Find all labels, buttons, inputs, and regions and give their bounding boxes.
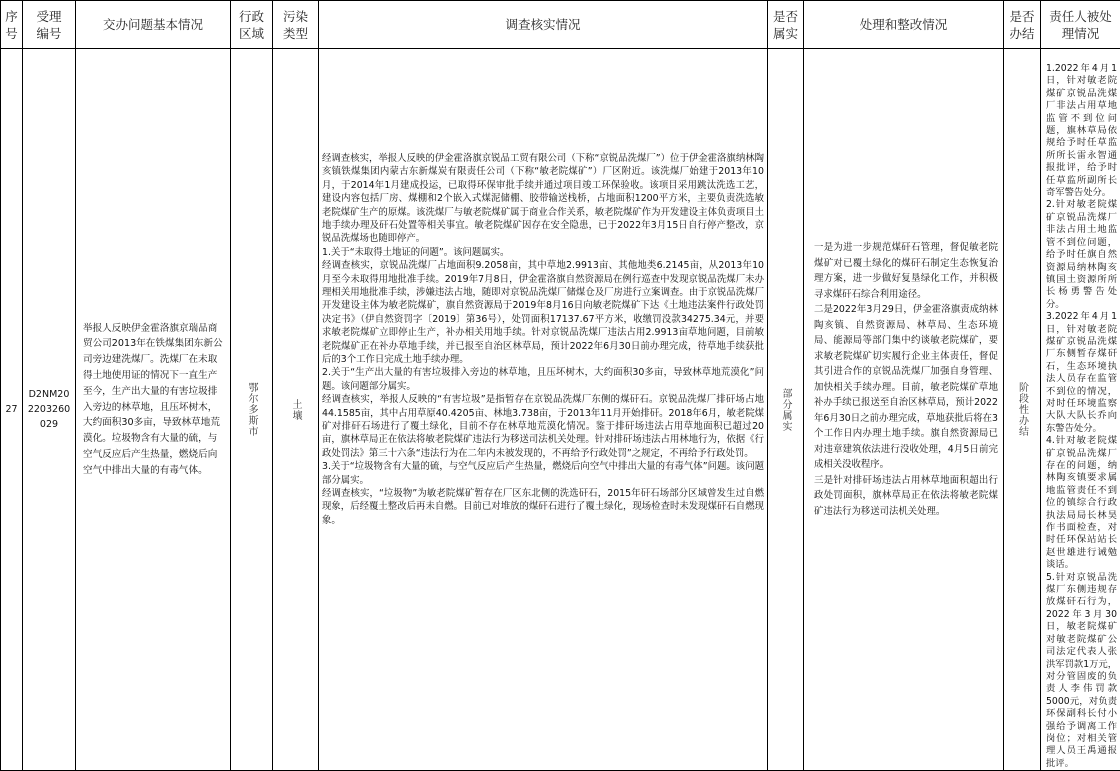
cell-pollution-type — [273, 49, 319, 771]
investigation-paragraph: 经调查核实，京锐品洗煤厂占地面积9.2058亩，其中草地2.9913亩、其他地类6.2145亩，从2013年10月至今未取得用地批准手续。2019年7月8日，伊金霍洛旗自然资源局在例行巡查中发现京锐品洗煤厂未办理相关用地批准手续，涉嫌违法占地，随即对京锐品洗煤厂储煤仓及厂房进行立案调查。由于京锐品洗煤厂开发建设主体为敏老院煤矿，旗自然资源局于2019年8月16日向敏老院煤矿下达《土地违法案件行政处罚决定书》（伊自然资罚字〔2019〕第36号），处罚面积17137.67平方米，收缴罚没款34275.34元，并要求敏老院煤矿立即停止生产，补办相关用地手续。针对京锐品洗煤厂违法占用2.9913亩草地问题，目前敏老院煤矿正在补办草地手续，并已报至自治区林草局，预计2022年6月30日前办理完成，待草地手续获批后的3个工作日完成土地手续办理。 — [322, 259, 764, 366]
table-row — [1, 49, 1120, 771]
responsible-paragraph: 1.2022年4月1日，针对敏老院煤矿京锐品洗煤厂非法占用草地监管不到位问题，旗林草局依规给予时任草监所所长雷永智通报批评，给予时任草监所副所长奇军警告处分。 — [1046, 63, 1117, 199]
header-row — [1, 1, 1120, 49]
header-basic-situation: 交办问题基本情况 — [76, 1, 231, 49]
handling-paragraph: 二是2022年3月29日，伊金霍洛旗责成纳林陶亥镇、自然资源局、林草局、生态环境局、能源局等部门集中约谈敏老院煤矿，要求敏老院煤矿切实履行企业主体责任，督促其引进合作的京锐品洗煤厂加强自身管理、加快相关手续办理。目前，敏老院煤矿草地补办手续已报送至自治区林草局，预计2022年6月30日之前办理完成，草地获批后将在3个工作日内办理土地手续。旗自然资源局已对违章建筑依法进行没收处理，4月5日前完成相关没收程序。 — [814, 302, 998, 473]
is-true-text: 部分属实 — [778, 388, 793, 432]
header-index: 序号 — [1, 1, 23, 49]
handling-text — [804, 240, 1003, 519]
case-number: D2NM2022032600​29 — [28, 389, 70, 430]
header-investigation: 调查核实情况 — [319, 1, 768, 49]
investigation-paragraph: 经调查核实，“垃圾物”为敏老院煤矿暂存在厂区东北侧的洗选矸石，2015年矸石场部分区域曾发生过自燃现象，后经覆土整改后再未自燃。目前已对堆放的煤矸石进行了覆土绿化，现场检查时未发现煤矸石自燃现象。 — [322, 487, 764, 527]
investigation-paragraph: 经调查核实，举报人反映的伊金霍洛旗京锐品工贸有限公司（下称“京锐品洗煤厂”）位于伊金霍洛旗纳林陶亥镇铁煤集团内蒙古东新煤炭有限责任公司（下称“敏老院煤矿”）厂区附近。该洗煤厂始建于2013年10月，于2014年1月建成投运，已取得环保审批手续并通过项目竣工环保验收。该项目采用跳汰洗选工艺，建设内容包括厂房、煤棚和2个嵌入式煤泥储棚、胶带输送栈桥，占地面积1200平方米，主要负责洗选敏老院煤矿生产的原煤。该洗煤厂与敏老院煤矿属于商业合作关系，敏老院煤矿作为开发建设主体负责项目土地手续办理及矸石处置等相关事宜。敏老院煤矿因存在安全隐患，已于2022年3月15日自行停产整改，京锐品洗煤场也随即停产。 — [322, 152, 764, 246]
region-text: 鄂尔多斯市 — [244, 382, 259, 437]
responsible-paragraph: 2.针对敏老院煤矿京锐品洗煤厂非法占用土地监管不到位问题，给予时任旗自然资源局纳林陶亥镇国土资源所所长杨勇警告处分。 — [1046, 199, 1117, 311]
header-region: 行政区域 — [231, 1, 273, 49]
investigation-paragraph: 1.关于“未取得土地证的问题”。该问题属实。 — [322, 246, 764, 259]
cell-basic-situation — [76, 49, 231, 771]
cell-case-no — [23, 49, 76, 771]
investigation-paragraph: 2.关于“生产出大量的有害垃圾排入旁边的林草地，且压坏树木，大约面积30多亩，导致林草地荒漠化”问题。该问题部分属实。 — [322, 366, 764, 393]
cell-investigation — [319, 49, 768, 771]
header-case-no: 受理编号 — [23, 1, 76, 49]
cell-is-closed — [1004, 49, 1041, 771]
cell-index: 27 — [1, 49, 23, 771]
header-handling: 处理和整改情况 — [804, 1, 1004, 49]
responsible-paragraph: 3.2022年4月1日，针对敏老院煤矿京锐品洗煤厂东侧暂存煤矸石，生态环境执法人员存在监管不到位的情况，对时任环境监察大队大队长乔向东警告处分。 — [1046, 311, 1117, 435]
is-closed-text: 阶段性办结 — [1015, 382, 1030, 437]
cell-handling — [804, 49, 1004, 771]
investigation-text — [319, 152, 767, 527]
basic-situation-text: 举报人反映伊金霍洛旗京瑞品商贸公司2013年在铁煤集团东新公司旁边建洗煤厂。洗煤厂在未取得土地使用证的情况下一直生产至今，生产出大量的有害垃圾排入旁边的林草地，且压坏树木，大约面积30多亩，导致林草地荒漠化。垃圾物含有大量的硫，与空气反应后产生热量，燃烧后向空气中排出大量的有毒气体。 — [76, 321, 230, 479]
header-responsible: 责任人被处理情况 — [1041, 1, 1120, 49]
responsible-paragraph: 4.针对敏老院煤矿京锐品洗煤厂存在的问题，纳林陶亥镇要求属地监管责任不到位的镇综合行政执法局局长林昊作书面检查，对时任环保站站长赵世雄进行诫勉谈话。 — [1046, 435, 1117, 571]
header-is-true: 是否属实 — [768, 1, 804, 49]
header-pollution-type: 污染类型 — [273, 1, 319, 49]
pollution-type-text: 土壤 — [288, 399, 303, 421]
cell-region — [231, 49, 273, 771]
header-is-closed: 是否办结 — [1004, 1, 1041, 49]
handling-paragraph: 三是针对排矸场违法占用林草地面积超出行政处罚面积，旗林草局正在依法将敏老院煤矿违法行为移送司法机关处理。 — [814, 473, 998, 520]
handling-paragraph: 一是为进一步规范煤矸石管理，督促敏老院煤矿对已覆土绿化的煤矸石制定生态恢复治理方案，进一步做好复垦绿化工作，并积极寻求煤矸石综合利用途径。 — [814, 240, 998, 302]
investigation-paragraph: 3.关于“垃圾物含有大量的硫，与空气反应后产生热量，燃烧后向空气中排出大量的有毒气体”问题。该问题部分属实。 — [322, 460, 764, 487]
cell-is-true — [768, 49, 804, 771]
cell-responsible — [1041, 49, 1120, 771]
responsible-paragraph: 5.针对京锐品洗煤厂东侧违规存放煤矸石行为，2022年3月30日，敏老院煤矿对敏老院煤矿公司法定代表人张洪军罚款1万元，对分管固废的负责人李伟罚款5000元，对负责环保副科长付小强给予调离工作岗位；对相关管理人员王禹通报批评。 — [1046, 572, 1117, 771]
responsible-text — [1041, 63, 1120, 770]
investigation-paragraph: 经调查核实，举报人反映的“有害垃圾”是指暂存在京锐品洗煤厂东侧的煤矸石。京锐品洗煤厂排矸场占地44.1585亩，其中占用草原40.4205亩、林地3.738亩，于2013年11月开始排矸。2018年6月，敏老院煤矿对排矸石场进行了覆土绿化，目前不存在林草地荒漠化情况。鉴于排矸场违法占用草地面积已超过20亩，旗林草局正在依法将敏老院煤矿违法行为移送司法机关处理。针对排矸场违法占用林地行为，依据《行政处罚法》第三十六条“违法行为在二年内未被发现的，不再给予行政处罚”之规定，不再给予行政处罚。 — [322, 393, 764, 460]
